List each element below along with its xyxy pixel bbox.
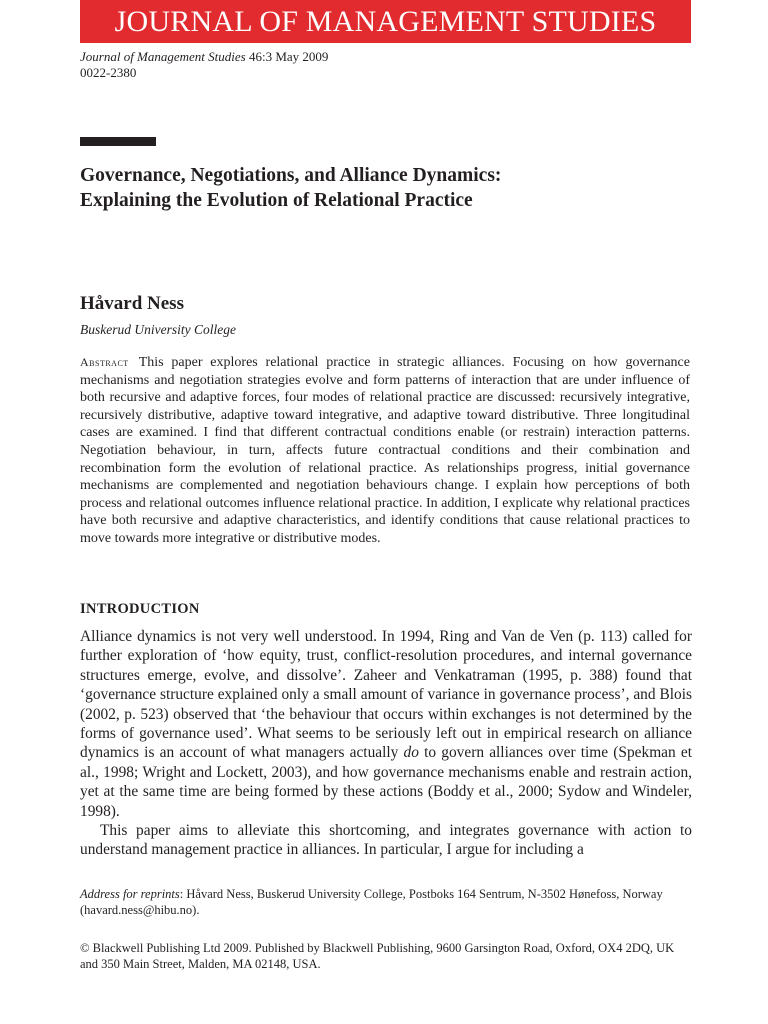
paragraph-1 — [80, 627, 692, 821]
paragraph-1-text-a: Alliance dynamics is not very well understood. In 1994, Ring and Van de Ven (p. 113) called for further exploration of ‘how equity, trust, conflict-resolution procedures, and internal governance structures emerge, evolve, and dissolve’. Zaheer and Venkatraman (1995, p. 388) found that ‘governance structure explained only a small amount of variance in governance process’, and Blois (2002, p. 523) observed that ‘the behaviour that occurs within exchanges is not determined by the forms of governance used’. What seems to be seriously left out in empirical research on alliance dynamics is an account of what managers actually — [80, 628, 692, 762]
journal-issue: 46:3 May 2009 — [245, 49, 329, 64]
journal-citation — [80, 49, 328, 81]
abstract — [80, 354, 690, 548]
paragraph-1-text-b: to govern alliances over time (Spekman et al., 1998; Wright and Lockett, 2003), and how governance mechanisms enable and restrain action, yet at the same time are being formed by these actions (Boddy et al., 2000; Sydow and Windeler, 1998). — [80, 744, 692, 820]
reprint-text: : Håvard Ness, Buskerud University College, Postboks 164 Sentrum, N-3502 Hønefoss, Norway (havard.ness@hibu.no). — [80, 887, 663, 917]
journal-banner: JOURNAL OF MANAGEMENT STUDIES — [80, 0, 691, 43]
article-title — [80, 163, 690, 213]
section-heading: INTRODUCTION — [80, 601, 200, 617]
title-rule — [80, 137, 156, 146]
introduction-body — [80, 627, 692, 860]
issn: 0022-2380 — [80, 65, 137, 80]
abstract-text: This paper explores relational practice in strategic alliances. Focusing on how governance mechanisms and negotiation strategies evolve and form patterns of interaction that are under influence of both recursive and adaptive forces, four modes of relational practice are discussed: recursively integrative, recursively distributive, adaptive toward integrative, and adaptive toward distributive. Three longitudinal cases are examined. I find that different contractual conditions enable (or restrain) interaction patterns. Negotiation behaviour, in turn, affects future contractual conditions and their combination and recombination form the evolution of relational practice. As relationships progress, initial governance mechanisms are complemented and negotiation behaviours change. I explain how perceptions of both process and relational outcomes influence relational practice. In addition, I explicate why relational practices have both recursive and adaptive characteristics, and identify conditions that cause relational practices to move towards more integrative or distributive modes. — [80, 355, 690, 546]
title-line-1: Governance, Negotiations, and Alliance Dynamics: — [80, 165, 502, 186]
reprint-label: Address for reprints — [80, 887, 180, 901]
journal-name: Journal of Management Studies — [80, 49, 246, 64]
title-line-2: Explaining the Evolution of Relational Practice — [80, 190, 473, 211]
abstract-label: Abstract — [80, 355, 129, 369]
paragraph-1-emphasis: do — [403, 744, 419, 762]
author-affiliation: Buskerud University College — [80, 322, 236, 337]
copyright-notice: © Blackwell Publishing Ltd 2009. Published by Blackwell Publishing, 9600 Garsington Road, Oxford, OX4 2DQ, UK and 350 Main Street, Malden, MA 02148, USA. — [80, 941, 675, 971]
author-name: Håvard Ness — [80, 293, 184, 314]
reprint-address — [80, 886, 692, 918]
paragraph-2: This paper aims to alleviate this shortcoming, and integrates governance with action to understand management practice in alliances. In particular, I argue for including a — [80, 822, 692, 859]
